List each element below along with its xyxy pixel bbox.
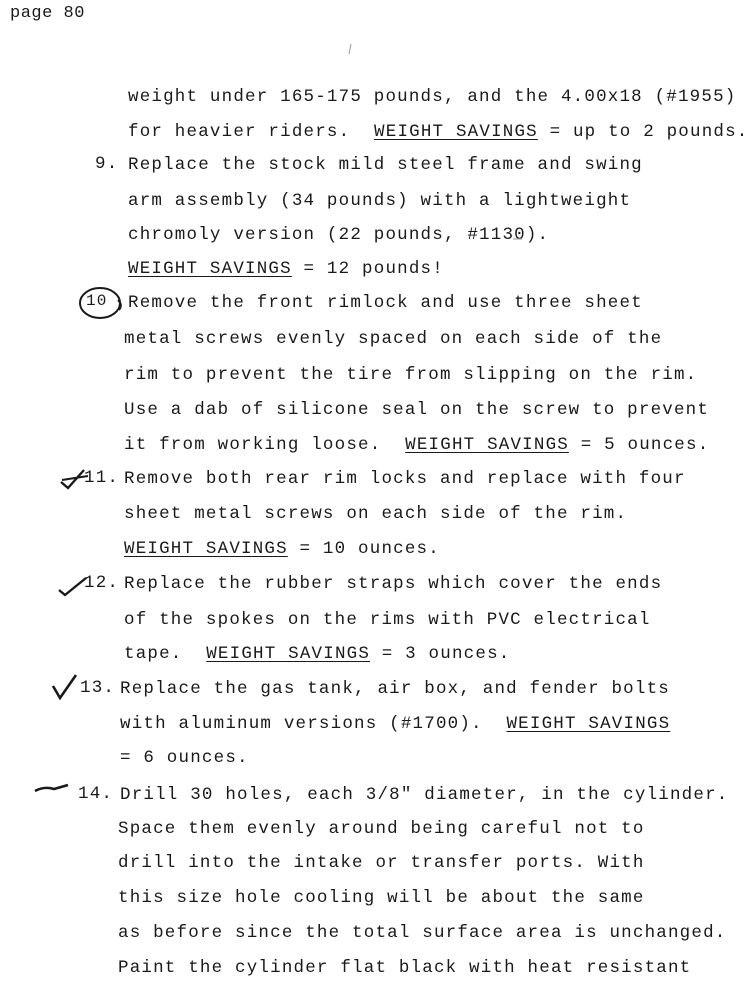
- check-mark: [50, 672, 80, 702]
- weight-savings-label: WEIGHT SAVINGS: [405, 435, 569, 455]
- text-line: Use a dab of silicone seal on the screw to prevent: [124, 400, 710, 420]
- text-line: sheet metal screws on each side of the rim.: [124, 504, 628, 524]
- dash-mark: [512, 236, 524, 242]
- text-line: [128, 258, 444, 280]
- item-number: 11.: [84, 468, 120, 488]
- text-fragment: for heavier riders.: [128, 122, 351, 142]
- text-line: arm assembly (34 pounds) with a lightweight: [128, 191, 632, 211]
- text-line: Replace the stock mild steel frame and swing: [128, 155, 643, 175]
- text-line: this size hole cooling will be about the same: [118, 888, 645, 908]
- text-line: as before since the total surface area is unchanged.: [118, 923, 727, 943]
- weight-savings-label: WEIGHT SAVINGS: [206, 644, 371, 664]
- text-line: Replace the gas tank, air box, and fender bolts: [120, 679, 670, 699]
- text-line: [128, 121, 749, 143]
- text-line: [124, 643, 510, 665]
- text-fragment: with aluminum versions (#1700).: [120, 714, 483, 734]
- text-line: = 6 ounces.: [120, 748, 249, 768]
- weight-savings-label: WEIGHT SAVINGS: [128, 259, 292, 279]
- item-number: 13.: [80, 678, 116, 698]
- item-number: 10: [86, 292, 108, 310]
- text-line: Remove both rear rim locks and replace with four: [124, 469, 686, 489]
- text-fragment: = 12 pounds!: [303, 259, 444, 279]
- smudge-mark: [345, 42, 355, 56]
- weight-savings-label: WEIGHT SAVINGS: [506, 714, 671, 734]
- text-line: Space them evenly around being careful not to: [118, 819, 645, 839]
- weight-savings-label: WEIGHT SAVINGS: [124, 539, 288, 559]
- text-line: drill into the intake or transfer ports. With: [118, 853, 645, 873]
- dash-mark: [32, 780, 72, 796]
- text-line: [124, 434, 709, 456]
- text-line: weight under 165-175 pounds, and the 4.00x18 (#1955): [128, 87, 737, 107]
- text-fragment: it from working loose.: [124, 435, 382, 455]
- text-fragment: = up to 2 pounds.: [549, 122, 749, 142]
- text-line: Drill 30 holes, each 3/8" diameter, in the cylinder.: [120, 785, 729, 805]
- text-fragment: = 3 ounces.: [381, 644, 511, 664]
- text-line: [120, 713, 670, 735]
- item-number: 9.: [95, 154, 119, 174]
- text-fragment: = 5 ounces.: [580, 435, 710, 455]
- text-line: rim to prevent the tire from slipping on the rim.: [124, 365, 698, 385]
- text-line: Paint the cylinder flat black with heat resistant: [118, 958, 692, 978]
- text-line: [124, 538, 440, 560]
- page-number: page 80: [10, 4, 85, 23]
- text-line: metal screws evenly spaced on each side of the: [124, 329, 663, 349]
- text-line: of the spokes on the rims with PVC electrical: [124, 610, 651, 630]
- text-fragment: tape.: [124, 644, 183, 664]
- text-line: Remove the front rimlock and use three sheet: [128, 293, 643, 313]
- text-line: Replace the rubber straps which cover the ends: [124, 574, 663, 594]
- item-number: 14.: [78, 784, 114, 804]
- text-line: chromoly version (22 pounds, #1130).: [128, 225, 550, 245]
- text-fragment: = 10 ounces.: [299, 539, 440, 559]
- item-number: 12.: [84, 573, 120, 593]
- weight-savings-label: WEIGHT SAVINGS: [374, 122, 538, 142]
